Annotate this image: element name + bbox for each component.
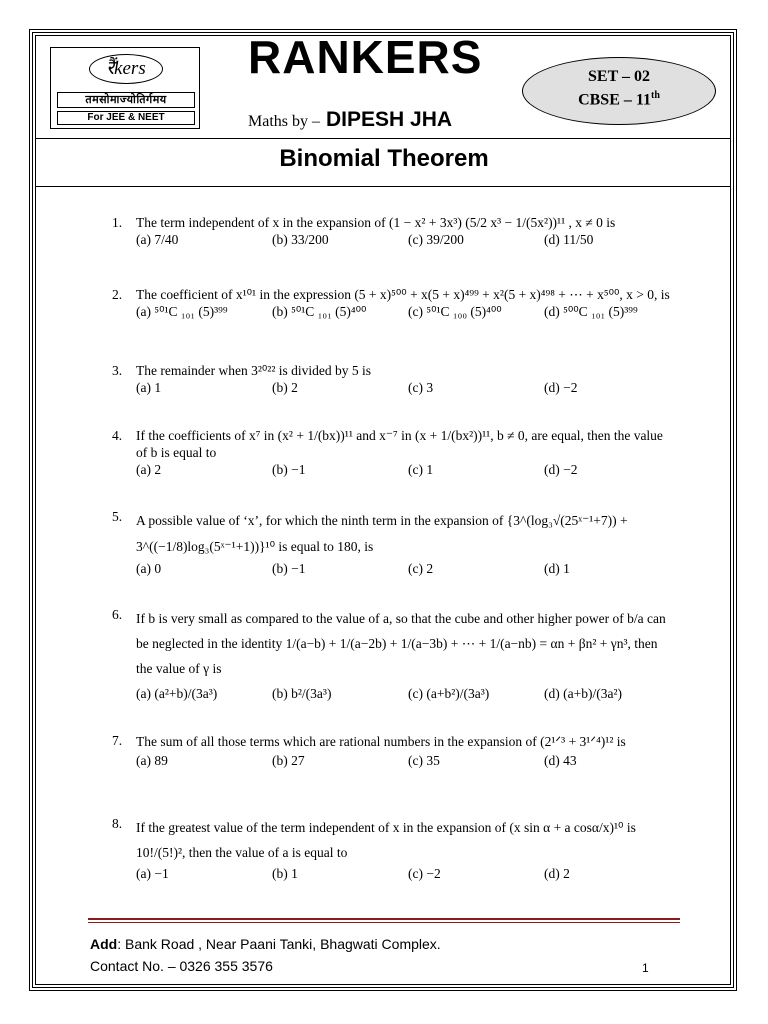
question-text: If the greatest value of the term independent of x in the expansion of (x sin α + a cosα/x)¹⁰ is 10!/(5!)², then the value of a is equal to — [136, 820, 636, 860]
byline-prefix: Maths by – — [248, 113, 320, 130]
option-c[interactable]: (c) 1 — [408, 462, 434, 477]
class-label: CBSE – 11th — [578, 90, 660, 109]
option-d[interactable]: (d) 11/50 — [544, 232, 594, 247]
option-d[interactable]: (d) (a+b)/(3a²) — [544, 686, 622, 701]
question-text: The term independent of x in the expansion of (1 − x² + 3x³) (5/2 x³ − 1/(5x²))¹¹ , x ≠ 0 is — [136, 215, 616, 230]
question-8 — [112, 815, 672, 882]
question-1 — [112, 214, 672, 248]
option-b[interactable]: (b) −1 — [272, 462, 306, 477]
option-d[interactable]: (d) 1 — [544, 561, 570, 576]
question-text: The remainder when 3²⁰²² is divided by 5 is — [136, 363, 372, 378]
question-2 — [112, 286, 672, 320]
address-label: Add — [90, 936, 118, 952]
options — [136, 303, 672, 320]
option-b[interactable]: (b) 1 — [272, 866, 298, 881]
option-c[interactable]: (c) 35 — [408, 753, 440, 768]
question-number: 5. — [112, 509, 123, 524]
footer-contact: Contact No. – 0326 355 3576 — [90, 958, 273, 974]
question-number: 8. — [112, 816, 123, 831]
option-d[interactable]: (d) ⁵⁰⁰C ₁₀₁ (5)³⁹⁹ — [544, 304, 638, 319]
options — [136, 461, 672, 478]
logo-oval: रैंkers — [89, 54, 163, 84]
options — [136, 560, 672, 577]
question-number: 2. — [112, 287, 123, 302]
option-c[interactable]: (c) 3 — [408, 380, 434, 395]
footer-rule-thin — [88, 922, 680, 923]
options — [136, 379, 672, 396]
question-text: The sum of all those terms which are rational numbers in the expansion of (2¹ᐟ³ + 3¹ᐟ⁴)¹² is — [136, 734, 626, 749]
option-a[interactable]: (a) −1 — [136, 866, 169, 881]
brand-title: RANKERS — [248, 31, 483, 83]
option-c[interactable]: (c) 2 — [408, 561, 434, 576]
page-number: 1 — [642, 961, 649, 975]
question-number: 1. — [112, 215, 123, 230]
option-c[interactable]: (c) ⁵⁰¹C ₁₀₀ (5)⁴⁰⁰ — [408, 304, 502, 319]
question-7 — [112, 732, 672, 769]
option-d[interactable]: (d) 43 — [544, 753, 577, 768]
question-text: If the coefficients of x⁷ in (x² + 1/(bx))¹¹ and x⁻⁷ in (x + 1/(bx²))¹¹, b ≠ 0, are equal, then the value of b is equal to — [136, 428, 663, 460]
option-c[interactable]: (c) 39/200 — [408, 232, 464, 247]
option-b[interactable]: (b) 33/200 — [272, 232, 329, 247]
option-c[interactable]: (c) −2 — [408, 866, 441, 881]
option-d[interactable]: (d) −2 — [544, 462, 578, 477]
option-a[interactable]: (a) 0 — [136, 561, 162, 576]
question-text: If b is very small as compared to the value of a, so that the cube and other higher power of b/a can be neglected in the identity 1/(a−b) + 1/(a−2b) + 1/(a−3b) + ⋯ + 1/(a−nb) = αn + βn² + γn³, then the value of γ is — [136, 611, 666, 676]
option-d[interactable]: (d) 2 — [544, 866, 570, 881]
question-number: 7. — [112, 733, 123, 748]
set-badge — [522, 57, 716, 125]
header-divider — [35, 138, 731, 139]
option-a[interactable]: (a) 89 — [136, 753, 168, 768]
set-number: SET – 02 — [588, 68, 650, 85]
question-text: A possible value of ‘x’, for which the ninth term in the expansion of {3^(log₃√(25ˣ⁻¹+7)) + 3^((−1/8)log₃(5ˣ⁻¹+1))}¹⁰ is equal to 180, is — [136, 513, 628, 554]
option-a[interactable]: (a) 7/40 — [136, 232, 179, 247]
question-number: 4. — [112, 428, 123, 443]
title-divider — [35, 186, 731, 187]
footer-address — [90, 936, 441, 952]
option-a[interactable]: (a) (a²+b)/(3a³) — [136, 686, 218, 701]
options — [136, 231, 672, 248]
question-6 — [112, 606, 672, 702]
question-5 — [112, 508, 672, 577]
footer-rule-thick — [88, 918, 680, 920]
option-c[interactable]: (c) (a+b²)/(3a³) — [408, 686, 490, 701]
question-text: The coefficient of x¹⁰¹ in the expression (5 + x)⁵⁰⁰ + x(5 + x)⁴⁹⁹ + x²(5 + x)⁴⁹⁸ + ⋯ + x⁵⁰⁰, x > 0, is — [136, 287, 670, 302]
logo-tagline: For JEE & NEET — [57, 111, 195, 125]
question-number: 6. — [112, 607, 123, 622]
question-4 — [112, 427, 672, 478]
address-text: : Bank Road , Near Paani Tanki, Bhagwati Complex. — [117, 936, 441, 952]
option-a[interactable]: (a) ⁵⁰¹C ₁₀₁ (5)³⁹⁹ — [136, 304, 228, 319]
question-3 — [112, 362, 672, 396]
option-a[interactable]: (a) 1 — [136, 380, 162, 395]
option-b[interactable]: (b) 2 — [272, 380, 298, 395]
options — [136, 685, 672, 702]
option-b[interactable]: (b) ⁵⁰¹C ₁₀₁ (5)⁴⁰⁰ — [272, 304, 367, 319]
option-b[interactable]: (b) −1 — [272, 561, 306, 576]
option-b[interactable]: (b) 27 — [272, 753, 305, 768]
byline — [248, 108, 452, 132]
rankers-logo — [50, 47, 200, 129]
author-name: DIPESH JHA — [326, 108, 453, 131]
page-title: Binomial Theorem — [279, 145, 489, 172]
options — [136, 752, 672, 769]
options — [136, 865, 672, 882]
logo-motto: तमसोमाज्योतिर्गमय — [57, 92, 195, 108]
question-number: 3. — [112, 363, 123, 378]
option-b[interactable]: (b) b²/(3a³) — [272, 686, 332, 701]
option-d[interactable]: (d) −2 — [544, 380, 578, 395]
option-a[interactable]: (a) 2 — [136, 462, 162, 477]
